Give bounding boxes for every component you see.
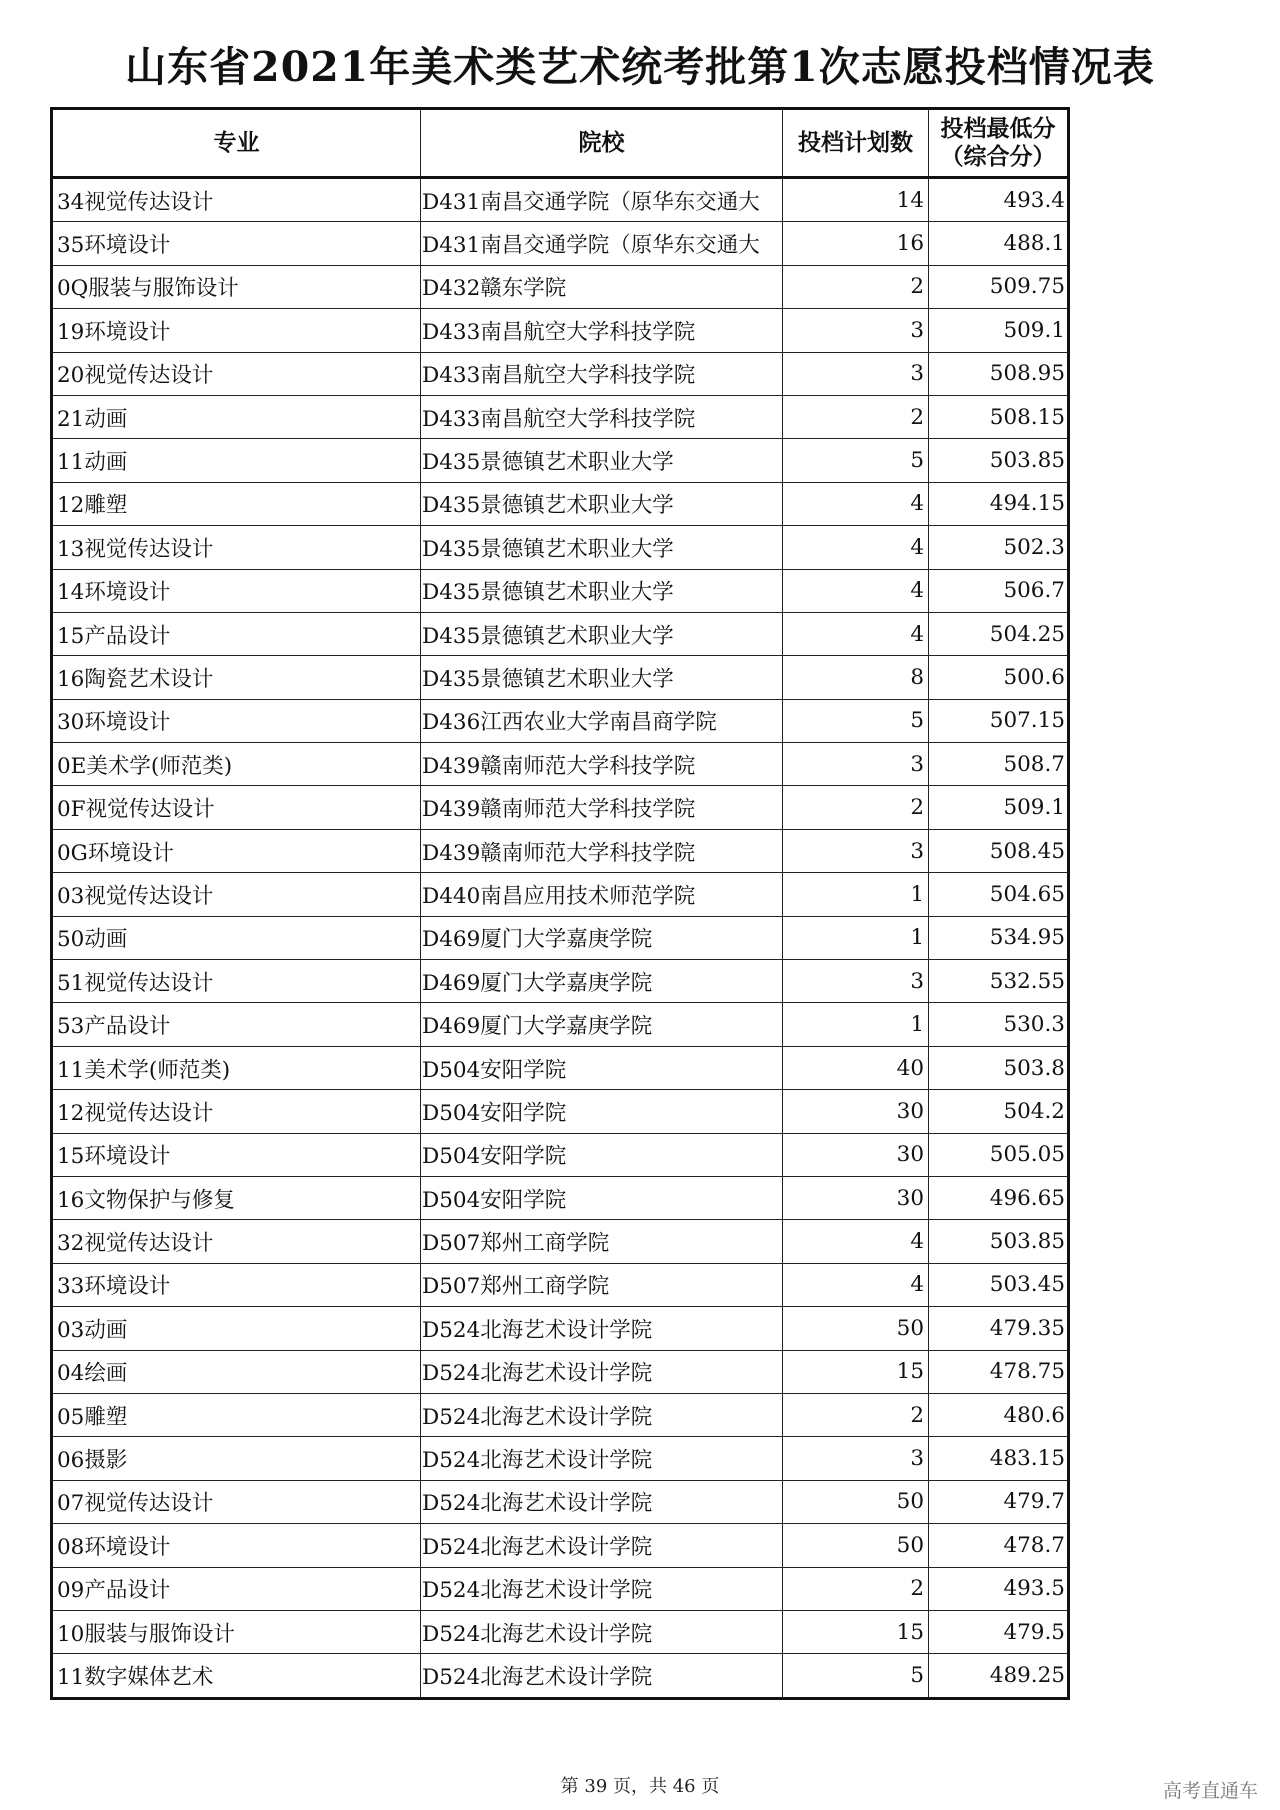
- cell-min-score: 479.5: [929, 1610, 1069, 1653]
- table-row: [52, 1133, 1069, 1176]
- table-row: [52, 178, 1069, 222]
- cell-plan-count: 4: [783, 569, 929, 612]
- cell-min-score: 507.15: [929, 699, 1069, 742]
- header-major: 专业: [52, 109, 421, 178]
- cell-major: 12视觉传达设计: [52, 1090, 421, 1133]
- cell-school: D439赣南师范大学科技学院: [421, 786, 783, 829]
- cell-min-score: 509.1: [929, 309, 1069, 352]
- cell-school: D469厦门大学嘉庚学院: [421, 916, 783, 959]
- table-row: [52, 1220, 1069, 1263]
- cell-school: D524北海艺术设计学院: [421, 1524, 783, 1567]
- cell-major: 33环境设计: [52, 1263, 421, 1306]
- cell-school: D524北海艺术设计学院: [421, 1567, 783, 1610]
- cell-school: D435景德镇艺术职业大学: [421, 569, 783, 612]
- cell-min-score: 493.5: [929, 1567, 1069, 1610]
- cell-school: D524北海艺术设计学院: [421, 1393, 783, 1436]
- table-row: [52, 1263, 1069, 1306]
- cell-min-score: 488.1: [929, 222, 1069, 265]
- cell-major: 15产品设计: [52, 612, 421, 655]
- table-row: [52, 916, 1069, 959]
- cell-school: D504安阳学院: [421, 1176, 783, 1219]
- cell-school: D431南昌交通学院（原华东交通大: [421, 222, 783, 265]
- cell-plan-count: 2: [783, 395, 929, 438]
- table-row: [52, 1437, 1069, 1480]
- cell-plan-count: 1: [783, 873, 929, 916]
- cell-plan-count: 2: [783, 1567, 929, 1610]
- header-school: 院校: [421, 109, 783, 178]
- cell-plan-count: 15: [783, 1350, 929, 1393]
- cell-plan-count: 5: [783, 439, 929, 482]
- table-header-row: [52, 109, 1069, 178]
- cell-min-score: 480.6: [929, 1393, 1069, 1436]
- cell-major: 04绘画: [52, 1350, 421, 1393]
- cell-school: D439赣南师范大学科技学院: [421, 829, 783, 872]
- cell-major: 12雕塑: [52, 482, 421, 525]
- cell-plan-count: 30: [783, 1090, 929, 1133]
- table-row: [52, 786, 1069, 829]
- page-number: 第 39 页，共 46 页: [560, 1776, 720, 1797]
- cell-major: 06摄影: [52, 1437, 421, 1480]
- table-row: [52, 1307, 1069, 1350]
- cell-min-score: 478.75: [929, 1350, 1069, 1393]
- cell-plan-count: 50: [783, 1480, 929, 1523]
- cell-plan-count: 5: [783, 699, 929, 742]
- table-row: [52, 1003, 1069, 1046]
- table-row: [52, 743, 1069, 786]
- header-min-score-line1: 投档最低分: [940, 116, 1056, 142]
- cell-major: 11数字媒体艺术: [52, 1654, 421, 1698]
- cell-plan-count: 2: [783, 1393, 929, 1436]
- cell-major: 09产品设计: [52, 1567, 421, 1610]
- header-plan-count: 投档计划数: [783, 109, 929, 178]
- table-row: [52, 439, 1069, 482]
- cell-plan-count: 8: [783, 656, 929, 699]
- cell-major: 11美术学(师范类): [52, 1046, 421, 1089]
- cell-min-score: 503.45: [929, 1263, 1069, 1306]
- table-row: [52, 1610, 1069, 1653]
- cell-plan-count: 30: [783, 1133, 929, 1176]
- cell-plan-count: 3: [783, 960, 929, 1003]
- cell-min-score: 478.7: [929, 1524, 1069, 1567]
- cell-school: D439赣南师范大学科技学院: [421, 743, 783, 786]
- cell-min-score: 500.6: [929, 656, 1069, 699]
- cell-min-score: 503.85: [929, 439, 1069, 482]
- cell-major: 03视觉传达设计: [52, 873, 421, 916]
- cell-min-score: 502.3: [929, 526, 1069, 569]
- cell-major: 0Q服装与服饰设计: [52, 265, 421, 308]
- cell-school: D431南昌交通学院（原华东交通大: [421, 178, 783, 222]
- cell-major: 0G环境设计: [52, 829, 421, 872]
- cell-school: D504安阳学院: [421, 1090, 783, 1133]
- cell-plan-count: 50: [783, 1307, 929, 1350]
- table-row: [52, 656, 1069, 699]
- cell-major: 51视觉传达设计: [52, 960, 421, 1003]
- cell-min-score: 509.1: [929, 786, 1069, 829]
- cell-major: 32视觉传达设计: [52, 1220, 421, 1263]
- cell-min-score: 505.05: [929, 1133, 1069, 1176]
- cell-min-score: 508.7: [929, 743, 1069, 786]
- cell-min-score: 504.2: [929, 1090, 1069, 1133]
- table-row: [52, 829, 1069, 872]
- cell-min-score: 483.15: [929, 1437, 1069, 1480]
- cell-min-score: 479.7: [929, 1480, 1069, 1523]
- cell-major: 07视觉传达设计: [52, 1480, 421, 1523]
- table-row: [52, 873, 1069, 916]
- cell-min-score: 504.25: [929, 612, 1069, 655]
- cell-min-score: 496.65: [929, 1176, 1069, 1219]
- table-row: [52, 222, 1069, 265]
- cell-min-score: 508.95: [929, 352, 1069, 395]
- table-row: [52, 1654, 1069, 1698]
- cell-school: D507郑州工商学院: [421, 1220, 783, 1263]
- cell-major: 14环境设计: [52, 569, 421, 612]
- cell-major: 20视觉传达设计: [52, 352, 421, 395]
- table-row: [52, 612, 1069, 655]
- header-min-score: [929, 109, 1069, 178]
- cell-min-score: 503.8: [929, 1046, 1069, 1089]
- cell-major: 16文物保护与修复: [52, 1176, 421, 1219]
- table-row: [52, 1090, 1069, 1133]
- cell-school: D435景德镇艺术职业大学: [421, 482, 783, 525]
- cell-school: D524北海艺术设计学院: [421, 1437, 783, 1480]
- table-row: [52, 1524, 1069, 1567]
- cell-school: D507郑州工商学院: [421, 1263, 783, 1306]
- cell-school: D433南昌航空大学科技学院: [421, 395, 783, 438]
- cell-plan-count: 2: [783, 265, 929, 308]
- table-row: [52, 309, 1069, 352]
- cell-plan-count: 2: [783, 786, 929, 829]
- cell-plan-count: 4: [783, 526, 929, 569]
- table-row: [52, 482, 1069, 525]
- cell-plan-count: 5: [783, 1654, 929, 1698]
- cell-school: D524北海艺术设计学院: [421, 1350, 783, 1393]
- cell-school: D524北海艺术设计学院: [421, 1480, 783, 1523]
- cell-plan-count: 3: [783, 829, 929, 872]
- cell-min-score: 489.25: [929, 1654, 1069, 1698]
- cell-min-score: 503.85: [929, 1220, 1069, 1263]
- table-row: [52, 1480, 1069, 1523]
- table-row: [52, 960, 1069, 1003]
- cell-min-score: 494.15: [929, 482, 1069, 525]
- cell-major: 13视觉传达设计: [52, 526, 421, 569]
- cell-school: D524北海艺术设计学院: [421, 1307, 783, 1350]
- cell-school: D435景德镇艺术职业大学: [421, 612, 783, 655]
- table-row: [52, 699, 1069, 742]
- cell-school: D436江西农业大学南昌商学院: [421, 699, 783, 742]
- cell-school: D435景德镇艺术职业大学: [421, 439, 783, 482]
- table-row: [52, 352, 1069, 395]
- cell-school: D469厦门大学嘉庚学院: [421, 1003, 783, 1046]
- cell-plan-count: 4: [783, 482, 929, 525]
- cell-min-score: 534.95: [929, 916, 1069, 959]
- cell-min-score: 530.3: [929, 1003, 1069, 1046]
- cell-plan-count: 4: [783, 612, 929, 655]
- cell-plan-count: 50: [783, 1524, 929, 1567]
- cell-major: 35环境设计: [52, 222, 421, 265]
- cell-school: D504安阳学院: [421, 1133, 783, 1176]
- cell-school: D435景德镇艺术职业大学: [421, 526, 783, 569]
- cell-min-score: 506.7: [929, 569, 1069, 612]
- cell-plan-count: 30: [783, 1176, 929, 1219]
- cell-plan-count: 4: [783, 1220, 929, 1263]
- table-header: [52, 109, 1069, 178]
- table-row: [52, 1176, 1069, 1219]
- cell-school: D433南昌航空大学科技学院: [421, 309, 783, 352]
- cell-major: 0F视觉传达设计: [52, 786, 421, 829]
- cell-major: 11动画: [52, 439, 421, 482]
- cell-major: 03动画: [52, 1307, 421, 1350]
- document-title: 山东省2021年美术类艺术统考批第1次志愿投档情况表: [125, 43, 1155, 91]
- cell-school: D524北海艺术设计学院: [421, 1610, 783, 1653]
- cell-major: 0E美术学(师范类): [52, 743, 421, 786]
- cell-plan-count: 1: [783, 1003, 929, 1046]
- cell-min-score: 504.65: [929, 873, 1069, 916]
- table-body: [52, 178, 1069, 1699]
- header-min-score-line2: （综合分）: [940, 144, 1056, 170]
- cell-school: D435景德镇艺术职业大学: [421, 656, 783, 699]
- table-row: [52, 1567, 1069, 1610]
- cell-major: 34视觉传达设计: [52, 178, 421, 222]
- admission-score-table: [50, 107, 1070, 1700]
- cell-min-score: 509.75: [929, 265, 1069, 308]
- cell-min-score: 532.55: [929, 960, 1069, 1003]
- cell-school: D433南昌航空大学科技学院: [421, 352, 783, 395]
- cell-school: D524北海艺术设计学院: [421, 1654, 783, 1698]
- cell-plan-count: 3: [783, 743, 929, 786]
- cell-plan-count: 1: [783, 916, 929, 959]
- table-row: [52, 1046, 1069, 1089]
- table-row: [52, 569, 1069, 612]
- cell-major: 08环境设计: [52, 1524, 421, 1567]
- cell-plan-count: 15: [783, 1610, 929, 1653]
- cell-plan-count: 16: [783, 222, 929, 265]
- table-row: [52, 1350, 1069, 1393]
- cell-major: 10服装与服饰设计: [52, 1610, 421, 1653]
- cell-min-score: 479.35: [929, 1307, 1069, 1350]
- cell-plan-count: 14: [783, 178, 929, 222]
- cell-major: 16陶瓷艺术设计: [52, 656, 421, 699]
- cell-plan-count: 40: [783, 1046, 929, 1089]
- cell-major: 05雕塑: [52, 1393, 421, 1436]
- cell-plan-count: 3: [783, 309, 929, 352]
- cell-min-score: 508.15: [929, 395, 1069, 438]
- cell-school: D432赣东学院: [421, 265, 783, 308]
- table-row: [52, 395, 1069, 438]
- cell-school: D469厦门大学嘉庚学院: [421, 960, 783, 1003]
- cell-school: D504安阳学院: [421, 1046, 783, 1089]
- table-row: [52, 526, 1069, 569]
- cell-plan-count: 3: [783, 352, 929, 395]
- cell-plan-count: 3: [783, 1437, 929, 1480]
- table-row: [52, 1393, 1069, 1436]
- table-row: [52, 265, 1069, 308]
- watermark-text: 高考直通车: [1162, 1780, 1258, 1802]
- cell-school: D440南昌应用技术师范学院: [421, 873, 783, 916]
- cell-major: 15环境设计: [52, 1133, 421, 1176]
- cell-major: 53产品设计: [52, 1003, 421, 1046]
- cell-plan-count: 4: [783, 1263, 929, 1306]
- cell-major: 50动画: [52, 916, 421, 959]
- cell-major: 19环境设计: [52, 309, 421, 352]
- cell-min-score: 508.45: [929, 829, 1069, 872]
- cell-major: 21动画: [52, 395, 421, 438]
- cell-major: 30环境设计: [52, 699, 421, 742]
- cell-min-score: 493.4: [929, 178, 1069, 222]
